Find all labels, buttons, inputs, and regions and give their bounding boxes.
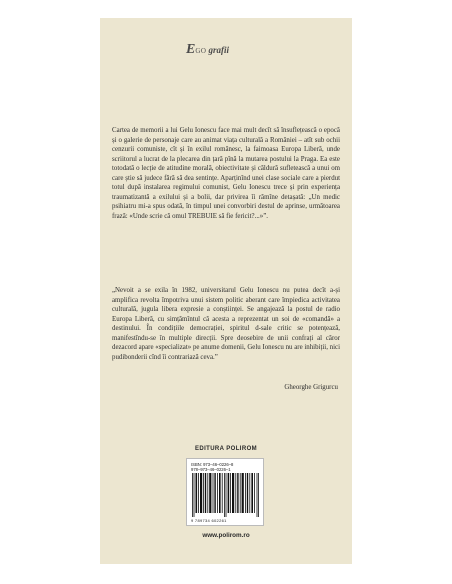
quote-author: Gheorghe Grigurcu — [284, 384, 338, 391]
logo-letter-e: E — [186, 42, 196, 57]
barcode-panel — [186, 458, 264, 526]
isbn-10: ISBN: 973–46–0226–8 — [191, 462, 234, 467]
barcode-icon — [191, 473, 261, 517]
publisher-name: EDITURA POLIROM — [194, 446, 258, 452]
isbn-13: 978–973–46–0226–1 — [191, 467, 231, 472]
publisher-website: www.polirom.ro — [202, 532, 250, 539]
blurb-paragraph-2-quote: „Nevoit a se exila în 1982, universitarul Gelu Ionescu nu putea decît a-și amplifica revolta împotriva unui sistem politic aberant care împiedica activitatea culturală, jugula libera expresie a conștiinței. Se angajează la postul de radio Europa Liberă, cu simțămîntul că acesta a reprezentat un soi de «comandă» a destinului. În condițiile democrației, spiritul d-sale critic se potențează, manifestîndu-se în multiple direcții. Spre deosebire de unii confrați al căror dezacord apare «specializat» pe anume domenii, Gelu Ionescu nu are inhibiții, nici pudibonderii cînd îi contrariază ceva.” — [112, 287, 340, 361]
egografii-logo — [186, 40, 266, 56]
blurb-paragraph-1: Cartea de memorii a lui Gelu Ionescu face mai mult decît să însuflețească o epocă și o galerie de personaje care au animat viața culturală a României – atît sub ochii cenzurii comuniste, cît și în exilul românesc, la faimoasa Europa Liberă, unde scriitorul a lucrat de la plecarea din țară pînă la mutarea postului la Praga. Ea este totodată o lecție de atitudine morală, obiectivitate și căldură sufletească a unui om care știe să judece fără să dea sentințe. Aparținînd unei clase sociale care a pierdut totul după instalarea regimului comunist, Gelu Ionescu trece și prin experiența traumatizantă a exilului și a bolii, dar privirea îi rămîne detașată: „Un medic psihiatru mi-a spus odată, în timpul unei convorbiri destul de aprinse, următoarea frază: «Unde scrie că omul TREBUIE să fie fericit?...»”. — [112, 127, 340, 220]
book-back-cover — [100, 18, 352, 564]
logo-go: GO — [195, 47, 207, 55]
logo-grafii: grafii — [208, 45, 229, 55]
barcode-digits: 9 789734 602261 — [191, 518, 227, 523]
